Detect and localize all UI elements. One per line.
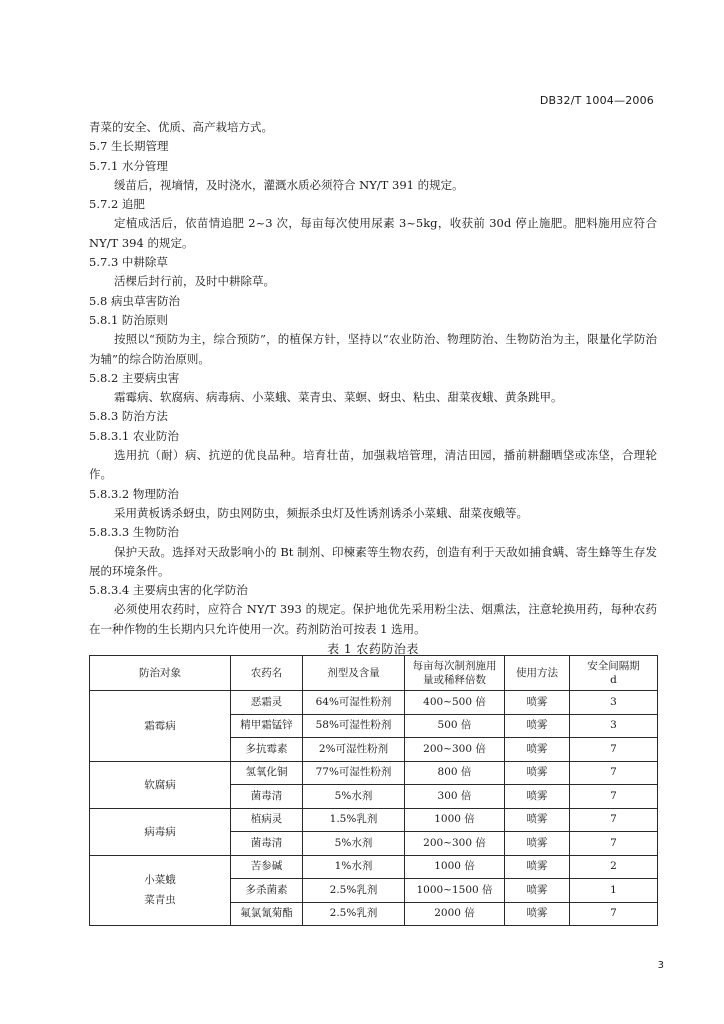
table-cell: 7 (570, 832, 658, 856)
section-heading: 5.8.3.4 主要病虫害的化学防治 (89, 583, 248, 598)
table-cell: 恶霜灵 (231, 691, 303, 715)
paragraph: 保护天敌。选择对天敌影响小的 Bt 制剂、印楝素等生物农药，创造有利于天敌如捕食螨、寄生蜂等生存发展的环境条件。 (89, 544, 657, 578)
standard-code: DB32/T 1004—2006 (539, 94, 654, 107)
target-cell: 软腐病 (90, 761, 231, 808)
table-cell: 喷雾 (505, 785, 570, 809)
table-header-row (90, 656, 658, 691)
table-cell: 苦参碱 (231, 855, 303, 879)
paragraph: 霜霉病、软腐病、病毒病、小菜蛾、菜青虫、菜螟、蚜虫、粘虫、甜菜夜蛾、黄条跳甲。 (114, 390, 563, 405)
table-cell: 7 (570, 761, 658, 785)
section-heading: 5.8.3.3 生物防治 (89, 525, 179, 540)
table-cell: 200~300 倍 (405, 832, 505, 856)
paragraph: 选用抗（耐）病、抗逆的优良品种。培育壮苗，加强栽培管理，清洁田园，播前耕翻晒垡或冻垡，合理轮作。 (89, 448, 657, 482)
table-cell: 3 (570, 714, 658, 738)
paragraph: 青菜的安全、优质、高产栽培方式。 (89, 120, 273, 134)
section-heading: 5.7 生长期管理 (89, 139, 169, 154)
pesticide-table (89, 655, 658, 926)
table-cell: 300 倍 (405, 785, 505, 809)
table-row (90, 761, 658, 785)
table-cell: 1 (570, 879, 658, 903)
table-cell: 菌毒清 (231, 785, 303, 809)
document-body (89, 118, 657, 662)
table-cell: 2%可湿性粉剂 (303, 738, 405, 762)
target-cell: 小菜蛾 菜青虫 (90, 855, 231, 926)
paragraph: 活棵后封行前，及时中耕除草。 (114, 274, 275, 289)
table-cell: 喷雾 (505, 691, 570, 715)
table-cell: 氢氧化铜 (231, 761, 303, 785)
table-cell: 喷雾 (505, 808, 570, 832)
table-cell: 2.5%乳剂 (303, 879, 405, 903)
table-cell: 7 (570, 902, 658, 926)
table-cell: 7 (570, 738, 658, 762)
table-header-cell: 防治对象 (90, 656, 231, 691)
target-cell: 病毒病 (90, 808, 231, 855)
table-cell: 800 倍 (405, 761, 505, 785)
table-cell: 多杀菌素 (231, 879, 303, 903)
table-cell: 2.5%乳剂 (303, 902, 405, 926)
table-cell: 1%水剂 (303, 855, 405, 879)
table-cell: 400~500 倍 (405, 691, 505, 715)
table-cell: 喷雾 (505, 761, 570, 785)
table-cell: 64%可湿性粉剂 (303, 691, 405, 715)
section-heading: 5.8 病虫草害防治 (89, 293, 180, 308)
table-header-cell: 安全间隔期 d (570, 656, 658, 691)
table-cell: 多抗霉素 (231, 738, 303, 762)
table-cell: 200~300 倍 (405, 738, 505, 762)
table-row (90, 691, 658, 715)
table-cell: 植病灵 (231, 808, 303, 832)
table-cell: 喷雾 (505, 832, 570, 856)
table-title: 表 1 农药防治表 (327, 642, 419, 657)
section-heading: 5.7.2 追肥 (89, 197, 145, 212)
table-header-cell: 每亩每次制剂施用量或稀释倍数 (405, 656, 505, 691)
table-cell: 7 (570, 785, 658, 809)
table-cell: 58%可湿性粉剂 (303, 714, 405, 738)
paragraph: 采用黄板诱杀蚜虫，防虫网防虫，频振杀虫灯及性诱剂诱杀小菜蛾、甜菜夜蛾等。 (114, 505, 528, 520)
table-cell: 1000 倍 (405, 808, 505, 832)
table-cell: 5%水剂 (303, 785, 405, 809)
paragraph: 必须使用农药时，应符合 NY/T 393 的规定。保护地优先采用粉尘法、烟熏法，注意轮换用药，每种农药在一种作物的生长期内只允许使用一次。药剂防治可按表 1 选用。 (89, 602, 657, 636)
table-header-cell: 使用方法 (505, 656, 570, 691)
table-header-cell: 剂型及含量 (303, 656, 405, 691)
table-header-cell: 农药名 (231, 656, 303, 691)
table-cell: 喷雾 (505, 738, 570, 762)
table-cell: 精甲霜锰锌 (231, 714, 303, 738)
section-heading: 5.8.3.2 物理防治 (89, 486, 179, 501)
section-heading: 5.7.3 中耕除草 (89, 255, 168, 270)
table-cell: 7 (570, 808, 658, 832)
section-heading: 5.7.1 水分管理 (89, 158, 168, 173)
table-cell: 喷雾 (505, 714, 570, 738)
table-cell: 2 (570, 855, 658, 879)
paragraph: 定植成活后，依苗情追肥 2~3 次，每亩每次使用尿素 3~5kg，收获前 30d 停止施肥。肥料施用应符合 NY/T 394 的规定。 (89, 216, 657, 250)
table-cell: 菌毒清 (231, 832, 303, 856)
table-cell: 1.5%乳剂 (303, 808, 405, 832)
table-cell: 2000 倍 (405, 902, 505, 926)
section-heading: 5.8.3.1 农业防治 (89, 428, 179, 443)
table-cell: 喷雾 (505, 855, 570, 879)
target-cell: 霜霉病 (90, 691, 231, 762)
table-cell: 喷雾 (505, 879, 570, 903)
page-number: 3 (657, 960, 664, 971)
table-cell: 氟氯氰菊酯 (231, 902, 303, 926)
table-cell: 喷雾 (505, 902, 570, 926)
table-cell: 1000~1500 倍 (405, 879, 505, 903)
paragraph: 缓苗后，视墒情，及时浇水，灌溉水质必须符合 NY/T 391 的规定。 (114, 177, 464, 192)
section-heading: 5.8.3 防治方法 (89, 409, 168, 424)
table-row (90, 855, 658, 879)
section-heading: 5.8.2 主要病虫害 (89, 370, 180, 385)
section-heading: 5.8.1 防治原则 (89, 312, 168, 327)
table-cell: 500 倍 (405, 714, 505, 738)
table-cell: 5%水剂 (303, 832, 405, 856)
table-cell: 3 (570, 691, 658, 715)
paragraph: 按照以“预防为主，综合预防”，的植保方针，坚持以“农业防治、物理防治、生物防治为主，限量化学防治为辅”的综合防治原则。 (89, 332, 657, 366)
table-row (90, 808, 658, 832)
table-cell: 77%可湿性粉剂 (303, 761, 405, 785)
table-cell: 1000 倍 (405, 855, 505, 879)
